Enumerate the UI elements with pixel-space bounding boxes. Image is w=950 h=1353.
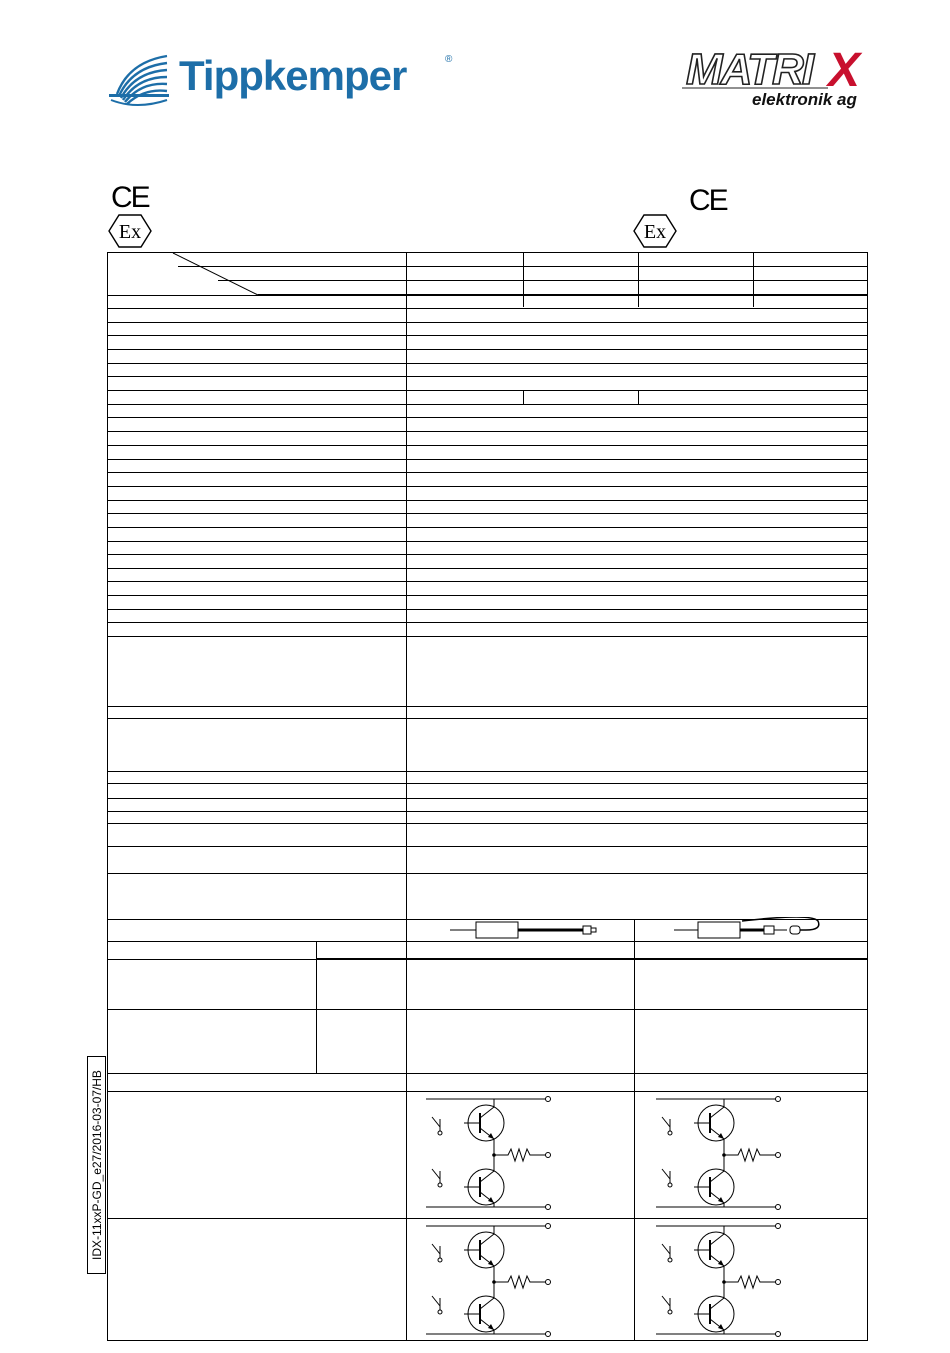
- grid-line: [108, 609, 867, 610]
- grid-line: [316, 941, 317, 1073]
- grid-line: [108, 581, 867, 582]
- header-diagonal: [108, 253, 268, 297]
- specification-table: [107, 252, 868, 1341]
- grid-line: [406, 307, 407, 1341]
- grid-line: [108, 376, 867, 377]
- grid-line: [178, 266, 868, 267]
- ce-mark-left: CE: [111, 181, 149, 214]
- grid-line: [108, 706, 867, 707]
- grid-line: [218, 280, 868, 281]
- svg-text:MATRI: MATRI: [686, 45, 813, 94]
- document-code: IDX-11xxP-GD_e27/2016-03-07/HB: [89, 1070, 104, 1260]
- tippkemper-logo: [107, 50, 457, 110]
- grid-line: [108, 404, 867, 405]
- grid-line: [108, 959, 867, 960]
- transistor-circuit-icon: [418, 1091, 568, 1215]
- grid-line: [634, 919, 635, 1341]
- matrix-elektronik-logo: [678, 44, 878, 112]
- grid-line: [108, 718, 867, 719]
- ex-left-text: Ex: [118, 221, 142, 243]
- grid-line: [108, 798, 867, 799]
- grid-line: [108, 459, 867, 460]
- grid-line: [108, 527, 867, 528]
- grid-line: [108, 636, 867, 637]
- grid-line: [108, 554, 867, 555]
- grid-line: [108, 349, 867, 350]
- ex-hexagon-left-icon: [108, 213, 152, 249]
- cable-version-icon: [448, 917, 608, 941]
- grid-line: [316, 958, 867, 959]
- grid-line: [108, 417, 867, 418]
- grid-line: [316, 1009, 867, 1010]
- tippkemper-wordmark: Tippkemper: [179, 52, 407, 99]
- grid-line: [108, 846, 867, 847]
- grid-line: [108, 811, 867, 812]
- grid-line: [108, 335, 867, 336]
- grid-line: [108, 873, 867, 874]
- matrix-subtitle: elektronik ag: [752, 90, 857, 109]
- grid-line: [108, 941, 867, 942]
- grid-line: [108, 431, 867, 432]
- registered-mark: ®: [445, 54, 453, 65]
- plug-version-icon: [672, 917, 832, 941]
- grid-line: [108, 771, 867, 772]
- grid-line: [108, 622, 867, 623]
- ex-hexagon-right-icon: [633, 213, 677, 249]
- grid-line: [108, 322, 867, 323]
- grid-line: [108, 295, 867, 296]
- svg-text:X: X: [828, 44, 861, 94]
- grid-line: [108, 568, 867, 569]
- grid-line: [108, 541, 867, 542]
- transistor-circuit-icon: [648, 1218, 798, 1342]
- ce-mark-right: CE: [689, 184, 727, 217]
- grid-line: [108, 595, 867, 596]
- grid-line: [108, 445, 867, 446]
- grid-line: [108, 783, 867, 784]
- grid-line: [108, 363, 867, 364]
- grid-line: [108, 1073, 867, 1074]
- grid-line: [638, 390, 639, 404]
- document-code-stamp: [87, 1056, 106, 1274]
- matrix-wordmark-graphic: [678, 44, 878, 94]
- grid-line: [108, 390, 867, 391]
- grid-line: [108, 823, 867, 824]
- transistor-circuit-icon: [648, 1091, 798, 1215]
- grid-line: [108, 486, 867, 487]
- ex-right-text: Ex: [643, 221, 667, 243]
- transistor-circuit-icon: [418, 1218, 568, 1342]
- grid-line: [108, 500, 867, 501]
- grid-line: [108, 308, 867, 309]
- grid-line: [523, 390, 524, 404]
- grid-line: [108, 513, 867, 514]
- tippkemper-fan-icon: [107, 50, 177, 110]
- grid-line: [108, 472, 867, 473]
